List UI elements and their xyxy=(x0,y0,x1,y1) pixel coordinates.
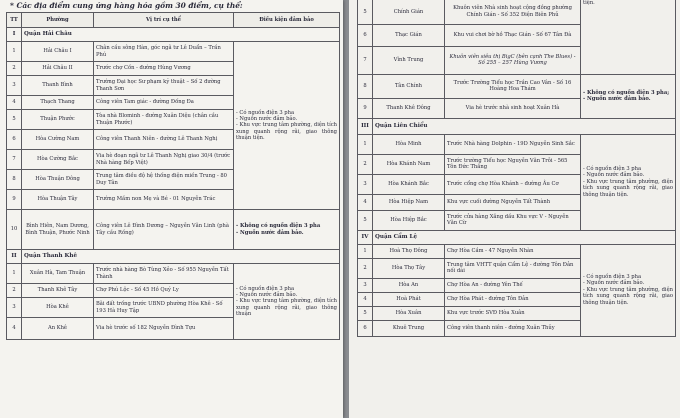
table-row: 8 Hòa Thuận Đông Trung tâm điều độ hệ thống điện miền Trung - 80 Duy Tân xyxy=(7,170,340,190)
table-row: 7 Hòa Cường Bắc Via hè đoạn ngã tư Lê Thanh Nghị giao 30/4 (trước Nhà hàng Bếp Việt) xyxy=(7,150,340,170)
table-row: 4 An Khê Via hè trước số 182 Nguyễn Đình Tựu xyxy=(7,318,340,340)
table-row: 2 Hải Châu II Trước chợ Cồn - đường Hùng Vương xyxy=(7,62,340,76)
section-title: Quận Thanh Khê xyxy=(22,250,340,264)
page-heading: * Các địa điểm cung ứng hàng hóa gồm 30 điểm, cụ thể: xyxy=(10,1,243,10)
section-row: IV Quận Cẩm Lệ xyxy=(358,230,676,244)
table-row: 3 Thanh Bình Trường Đại học Sư phạm kỹ thuật – Số 2 đường Thanh Sơn xyxy=(7,76,340,96)
table-row: 1 Hải Châu I Chân cầu sông Hàn, góc ngã tư Lê Duẩn – Trần Phú - Có nguồn điện 3 pha - Nguồn nước đảm bảo. - Khu vực trung tâm phường, diện tích xung quanh rộng rãi, giao thông thuận tiện. xyxy=(7,42,340,62)
section-title: Quận Cẩm Lệ xyxy=(373,230,676,244)
table-row: 4 Hòa Hiệp Nam Khu vực cuối đường Nguyễn Tất Thành xyxy=(358,194,676,210)
conditions-cell: - Không có nguồn điện 3 pha; - Nguồn nước đảm bảo. xyxy=(581,74,676,118)
table-row: 1 Hòa Minh Trước Nhà hàng Dolphin - 19D Nguyễn Sinh Sắc - Có nguồn điện 3 pha - Nguồn nước đảm bảo. - Khu vực trung tâm phường, diện tích xung quanh rộng rãi, giao thông thuận tiện. xyxy=(358,134,676,154)
table-row: 5 Hòa Hiệp Bắc Trước cửa hàng Xăng dầu Khu vực V - Nguyễn Văn Cừ xyxy=(358,210,676,230)
table-row: 7 Vĩnh Trung Khuôn viên siêu thị BigC (bên cạnh The Blues) - Số 255 – 257 Hùng Vương xyxy=(358,46,676,74)
conditions-cell: - Có nguồn điện 3 pha - Nguồn nước đảm bảo. - Khu vực trung tâm phường, diện tích xung quanh rộng rãi, giao thông thuận tiện. xyxy=(581,244,676,336)
table-row: 6 Thạc Gián Khu vui chơi bờ hồ Thạc Gián - Số 67 Tân Đà xyxy=(358,24,676,46)
table-row: 3 Hòa An Chợ Hòa An - đường Yên Thế xyxy=(358,278,676,292)
conditions-cell: - Có nguồn điện 3 pha - Nguồn nước đảm bảo. - Khu vực trung tâm phường, diện tích xung quanh rộng rãi, giao thông thuận xyxy=(234,264,340,340)
table-row: 5 Thuận Phước Tòa nhà Blominh - đường Xuân Diệu (chân cầu Thuận Phước) xyxy=(7,110,340,130)
section-title: Quận Hải Châu xyxy=(22,28,340,42)
table-row: 3 Hòa Khánh Bắc Trước cổng chợ Hòa Khánh – đường Âu Cơ xyxy=(358,174,676,194)
conditions-cell: - Có nguồn điện 3 pha - Nguồn nước đảm bảo. - Khu vực trung tâm phường, diện tích xung quanh rộng rãi, giao thông thuận tiện. xyxy=(234,42,340,210)
table-row: 1 Hoà Thọ Đông Chợ Hòa Cầm - 47 Nguyễn Nhàn - Có nguồn điện 3 pha - Nguồn nước đảm bảo. - Khu vực trung tâm phường, diện tích xung quanh rộng rãi, giao thông thuận tiện. xyxy=(358,244,676,258)
table-row: 2 Hòa Khánh Nam Trước trường Tiểu học Nguyễn Văn Trỗi - 565 Tôn Đức Thắng xyxy=(358,154,676,174)
section-row: III Quận Liên Chiểu xyxy=(358,118,676,134)
table-row: 6 Hòa Cường Nam Công viên Thanh Niên - đường Lê Thanh Nghị xyxy=(7,130,340,150)
col-header-conditions: Điều kiện đảm bảo xyxy=(234,13,340,28)
table-row: 1 Xuân Hà, Tam Thuận Trước nhà hàng Bò Tùng Xẻo - Số 955 Nguyễn Tất Thành - Có nguồn điện 3 pha - Nguồn nước đảm bảo. - Khu vực trung tâm phường, diện tích xung quanh rộng rãi, giao thông thuận xyxy=(7,264,340,284)
conditions-cell: - Có nguồn điện 3 pha - Nguồn nước đảm bảo. - Khu vực trung tâm phường, diện tích xung quanh rộng rãi, giao thông thuận tiện. xyxy=(581,134,676,230)
locations-table-right xyxy=(357,0,676,337)
table-row: 8 Tân Chính Trước Trường Tiểu học Trần Cao Vân - Số 16 Hoàng Hoa Thám - Không có nguồn điện 3 pha; - Nguồn nước đảm bảo. xyxy=(358,74,676,98)
table-row: 9 Thanh Khê Đông Via hè trước nhà sinh hoạt Xuân Hà xyxy=(358,98,676,118)
table-row: 3 Hòa Khê Bãi đất trống trước UBND phường Hòa Khê - Số 193 Hà Huy Tập xyxy=(7,298,340,318)
section-title: Quận Liên Chiểu xyxy=(373,118,676,134)
right-page xyxy=(349,0,680,418)
locations-table-left xyxy=(6,12,340,340)
col-header-ward: Phường xyxy=(22,13,94,28)
section-row: II Quận Thanh Khê xyxy=(7,250,340,264)
col-header-location: Vị trí cụ thể xyxy=(94,13,234,28)
table-row: 2 Thanh Khê Tây Chợ Phú Lộc - Số 45 Hồ Quý Ly xyxy=(7,284,340,298)
conditions-cell: tiện. xyxy=(581,0,676,74)
table-row: 10 Bình Hiên, Nam Dương, Bình Thuận, Phước Ninh Công viên Lê Đình Dương – Nguyễn Văn Linh (phà Tây cầu Rồng) - Không có nguồn điện 3 pha - Nguồn nước đảm bảo. xyxy=(7,210,340,250)
col-header-tt: TT xyxy=(7,13,22,28)
table-row: 9 Hòa Thuận Tây Trường Mầm non Mẹ và Bé - 01 Nguyễn Trác xyxy=(7,190,340,210)
table-row: 5 Chính Gián Khuôn viên Nhà sinh hoạt cộng đồng phường Chính Gián - Số 352 Điện Biên Phủ tiện. xyxy=(358,0,676,24)
table-row: 6 Khuê Trung Công viên thanh niên - đường Xuân Thủy xyxy=(358,320,676,336)
conditions-cell: - Không có nguồn điện 3 pha - Nguồn nước đảm bảo. xyxy=(234,210,340,250)
table-row: 5 Hòa Xuân Khu vực trước SVĐ Hòa Xuân xyxy=(358,306,676,320)
table-row: 4 Hoà Phát Chợ Hòa Phát - đường Tôn Đản xyxy=(358,292,676,306)
section-row: I Quận Hải Châu xyxy=(7,28,340,42)
table-row: 2 Hòa Thọ Tây Trung tâm VHTT quận Cẩm Lệ - đường Tôn Đản nối dài xyxy=(358,258,676,278)
table-row: 4 Thạch Thang Công viên Tam giác - đường Đống Đa xyxy=(7,96,340,110)
